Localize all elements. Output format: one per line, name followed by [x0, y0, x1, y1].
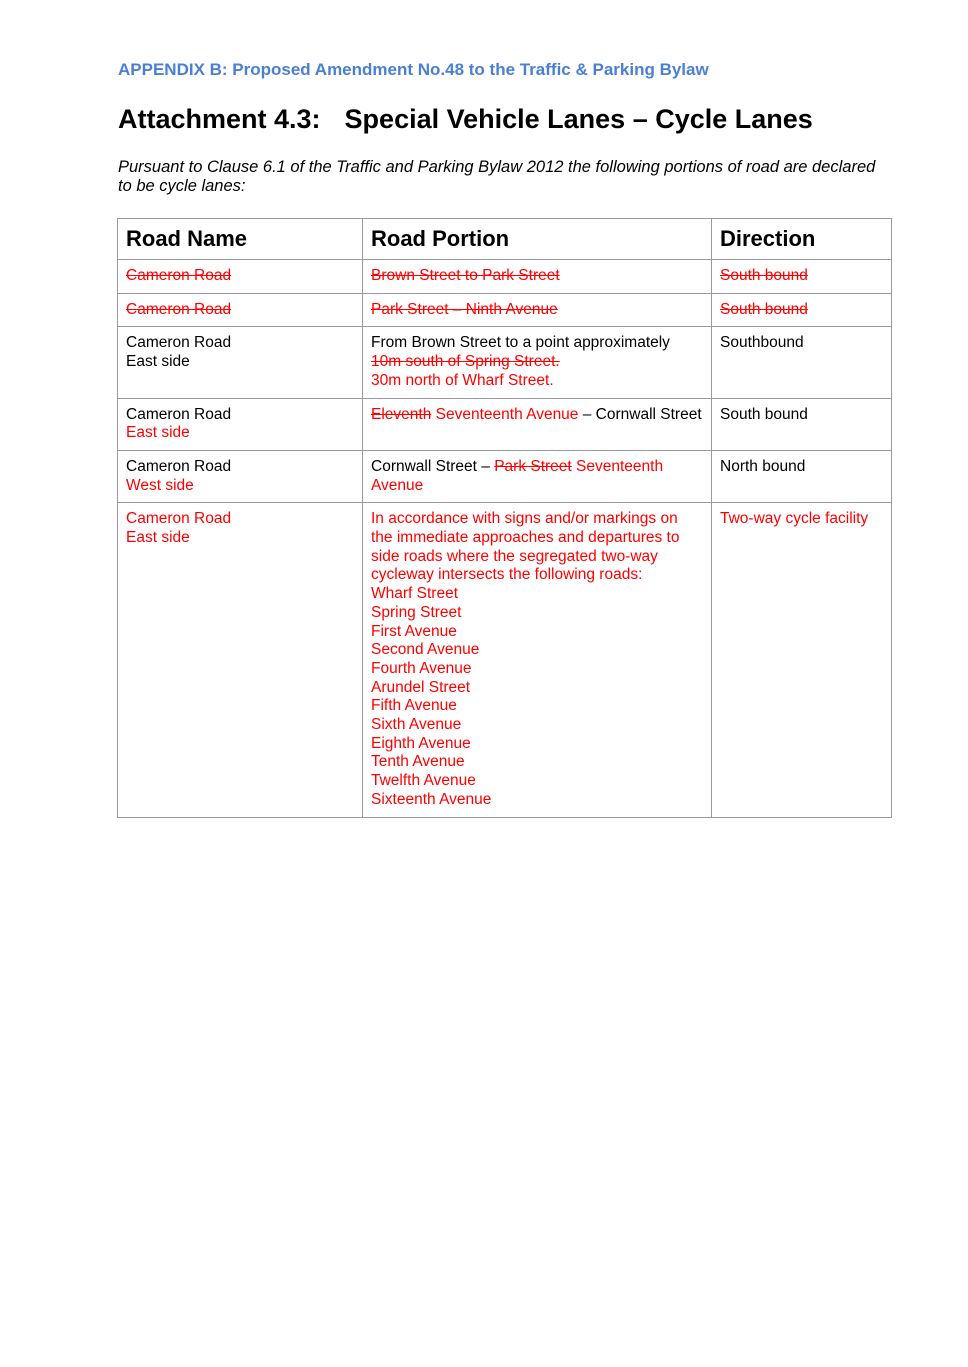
deleted-text: Brown Street to Park Street — [371, 267, 560, 284]
intersecting-road: Sixth Avenue — [371, 716, 462, 734]
intersecting-road: Fourth Avenue — [371, 659, 472, 677]
road-name: Cameron Road — [126, 334, 232, 352]
table-row — [118, 450, 892, 502]
added-text: Seventeenth Avenue — [435, 405, 579, 423]
portion-intro: In accordance with signs and/or markings on the immediate approaches and departures to side roads where the segregated two-way cycleway intersects the following roads: — [371, 510, 680, 584]
header-road-name: Road Name — [118, 219, 363, 260]
deleted-text: 10m south of Spring Street. — [371, 353, 560, 371]
road-name-cell — [118, 327, 363, 398]
intersecting-road: Arundel Street — [371, 678, 471, 696]
title-text: Special Vehicle Lanes – Cycle Lanes — [344, 104, 813, 134]
table-row — [118, 327, 892, 398]
added-text: East side — [126, 424, 190, 442]
table-row — [118, 260, 892, 294]
deleted-text: Park Street – Ninth Avenue — [371, 300, 558, 318]
intersecting-road: Sixteenth Avenue — [371, 790, 492, 808]
road-name-cell — [118, 398, 363, 450]
table-header-row — [118, 219, 892, 260]
intro-paragraph: Pursuant to Clause 6.1 of the Traffic and Parking Bylaw 2012 the following portions of road are declared to be cycle lanes: — [118, 158, 876, 195]
intersecting-road: Eighth Avenue — [371, 734, 471, 752]
cycle-lanes-table — [117, 218, 892, 818]
road-name-cell — [118, 293, 363, 327]
road-name-cell — [118, 503, 363, 817]
deleted-text: Park Street — [494, 457, 572, 475]
road-name-cell — [118, 450, 363, 502]
intersecting-road: Second Avenue — [371, 641, 480, 659]
road-side: East side — [126, 353, 190, 371]
direction-cell: South bound — [712, 398, 892, 450]
table-row — [118, 503, 892, 817]
intersecting-road: Twelfth Avenue — [371, 772, 476, 790]
portion-text: Cornwall Street – — [371, 457, 490, 475]
deleted-text: South bound — [720, 267, 808, 284]
road-name: Cameron Road — [126, 457, 232, 475]
appendix-heading: APPENDIX B: Proposed Amendment No.48 to the Traffic & Parking Bylaw — [118, 60, 709, 79]
intersecting-road: Wharf Street — [371, 585, 458, 603]
deleted-text: Cameron Road — [126, 267, 232, 284]
added-text: West side — [126, 476, 194, 494]
intersecting-road: Fifth Avenue — [371, 697, 457, 715]
road-name-cell — [118, 260, 363, 294]
road-portion-cell — [363, 450, 712, 502]
road-name: Cameron Road — [126, 405, 232, 423]
added-text: 30m north of Wharf Street. — [371, 371, 554, 389]
direction-cell: North bound — [712, 450, 892, 502]
header-direction: Direction — [712, 219, 892, 260]
page-title — [118, 104, 813, 135]
header-road-portion: Road Portion — [363, 219, 712, 260]
intersecting-road: First Avenue — [371, 622, 457, 640]
title-number: Attachment 4.3: — [118, 104, 321, 134]
direction-cell: Southbound — [712, 327, 892, 398]
road-portion-cell — [363, 398, 712, 450]
road-portion-cell — [363, 260, 712, 294]
deleted-text: Cameron Road — [126, 300, 232, 318]
road-name: Cameron Road — [126, 510, 232, 528]
direction-cell — [712, 260, 892, 294]
road-portion-cell — [363, 503, 712, 817]
direction-cell: Two-way cycle facility — [712, 503, 892, 817]
deleted-text: Eleventh — [371, 405, 432, 423]
intersecting-road: Spring Street — [371, 603, 462, 621]
direction-cell — [712, 293, 892, 327]
road-side: East side — [126, 529, 190, 547]
road-portion-cell — [363, 327, 712, 398]
road-portion-cell — [363, 293, 712, 327]
table-row — [118, 293, 892, 327]
portion-text: From Brown Street to a point approximately — [371, 334, 670, 352]
deleted-text: South bound — [720, 300, 808, 318]
table-row — [118, 398, 892, 450]
added-text: Seventeenth Avenue — [371, 457, 664, 494]
portion-text: – Cornwall Street — [582, 405, 702, 423]
intersecting-road: Tenth Avenue — [371, 753, 465, 771]
